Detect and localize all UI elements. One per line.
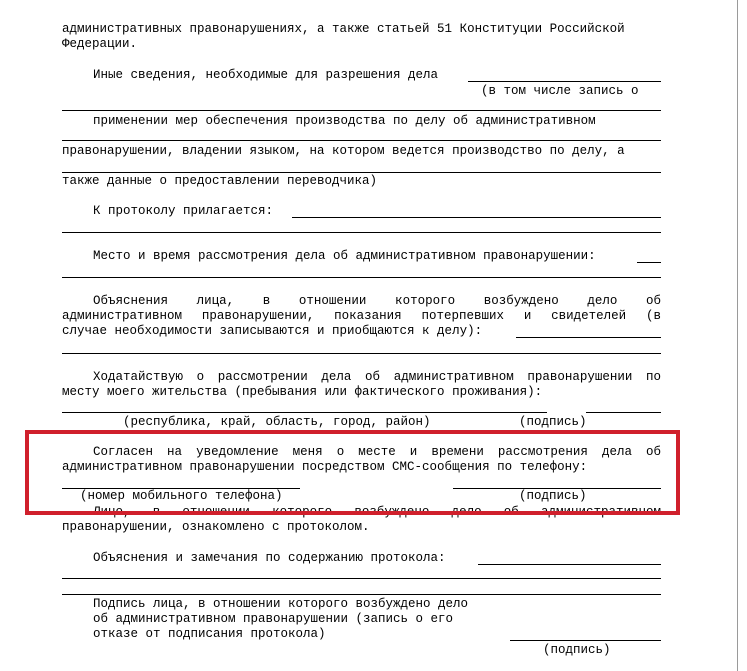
fill-line: [62, 172, 661, 173]
text-line: (номер мобильного телефона): [80, 489, 283, 503]
fill-line: [62, 277, 661, 278]
fill-line: [586, 412, 661, 413]
text-line: К протоколу прилагается:: [93, 204, 274, 218]
text-line: правонарушении, ознакомлено с протоколом.: [62, 520, 370, 534]
fill-line: [62, 353, 661, 354]
highlight-box: [25, 430, 680, 515]
text-line: месту моего жительства (пребывания или фактического проживания):: [62, 385, 543, 399]
fill-line: [62, 110, 661, 111]
fill-line: [62, 412, 547, 413]
text-line: (подпись): [543, 643, 611, 657]
text-line: Место и время рассмотрения дела об административном правонарушении:: [93, 249, 596, 263]
fill-line: [62, 140, 661, 141]
text-line: Ходатайствую о рассмотрении дела об административном правонарушении по: [93, 370, 661, 384]
fill-line: [62, 594, 661, 595]
text-line: об административном правонарушении (запись о его: [93, 612, 454, 626]
fill-line: [62, 578, 661, 579]
text-line: (в том числе запись о: [481, 84, 639, 98]
text-line: административном правонарушении, показания потерпевших и свидетелей (в: [62, 309, 661, 323]
text-line: Иные сведения, необходимые для разрешения дела: [93, 68, 439, 82]
page-right-border: [737, 0, 738, 671]
text-line: (республика, край, область, город, район): [123, 415, 431, 429]
fill-line: [468, 81, 661, 82]
text-line: Лицо, в отношении которого возбуждено дело об административном: [93, 505, 661, 519]
text-line: Федерации.: [62, 37, 138, 51]
text-line: административном правонарушении посредством СМС-сообщения по телефону:: [62, 460, 588, 474]
text-line: (подпись): [519, 489, 587, 503]
fill-line: [478, 564, 661, 565]
fill-line: [510, 640, 661, 641]
text-line: Объяснения лица, в отношении которого возбуждено дело об: [93, 294, 661, 308]
fill-line: [62, 232, 661, 233]
fill-line: [292, 217, 661, 218]
text-line: отказе от подписания протокола): [93, 627, 326, 641]
text-line: правонарушении, владении языком, на котором ведется производство по делу, а: [62, 144, 625, 158]
text-line: (подпись): [519, 415, 587, 429]
fill-line: [637, 262, 661, 263]
fill-line: [516, 337, 661, 338]
text-line: Подпись лица, в отношении которого возбуждено дело: [93, 597, 469, 611]
text-line: Согласен на уведомление меня о месте и времени рассмотрения дела об: [93, 445, 661, 459]
text-line: также данные о предоставлении переводчика): [62, 174, 378, 188]
text-line: применении мер обеспечения производства по делу об административном: [93, 114, 596, 128]
text-line: Объяснения и замечания по содержанию протокола:: [93, 551, 446, 565]
text-line: случае необходимости записываются и приобщаются к делу):: [62, 324, 483, 338]
text-line: административных правонарушениях, а также статьей 51 Конституции Российской: [62, 22, 625, 36]
